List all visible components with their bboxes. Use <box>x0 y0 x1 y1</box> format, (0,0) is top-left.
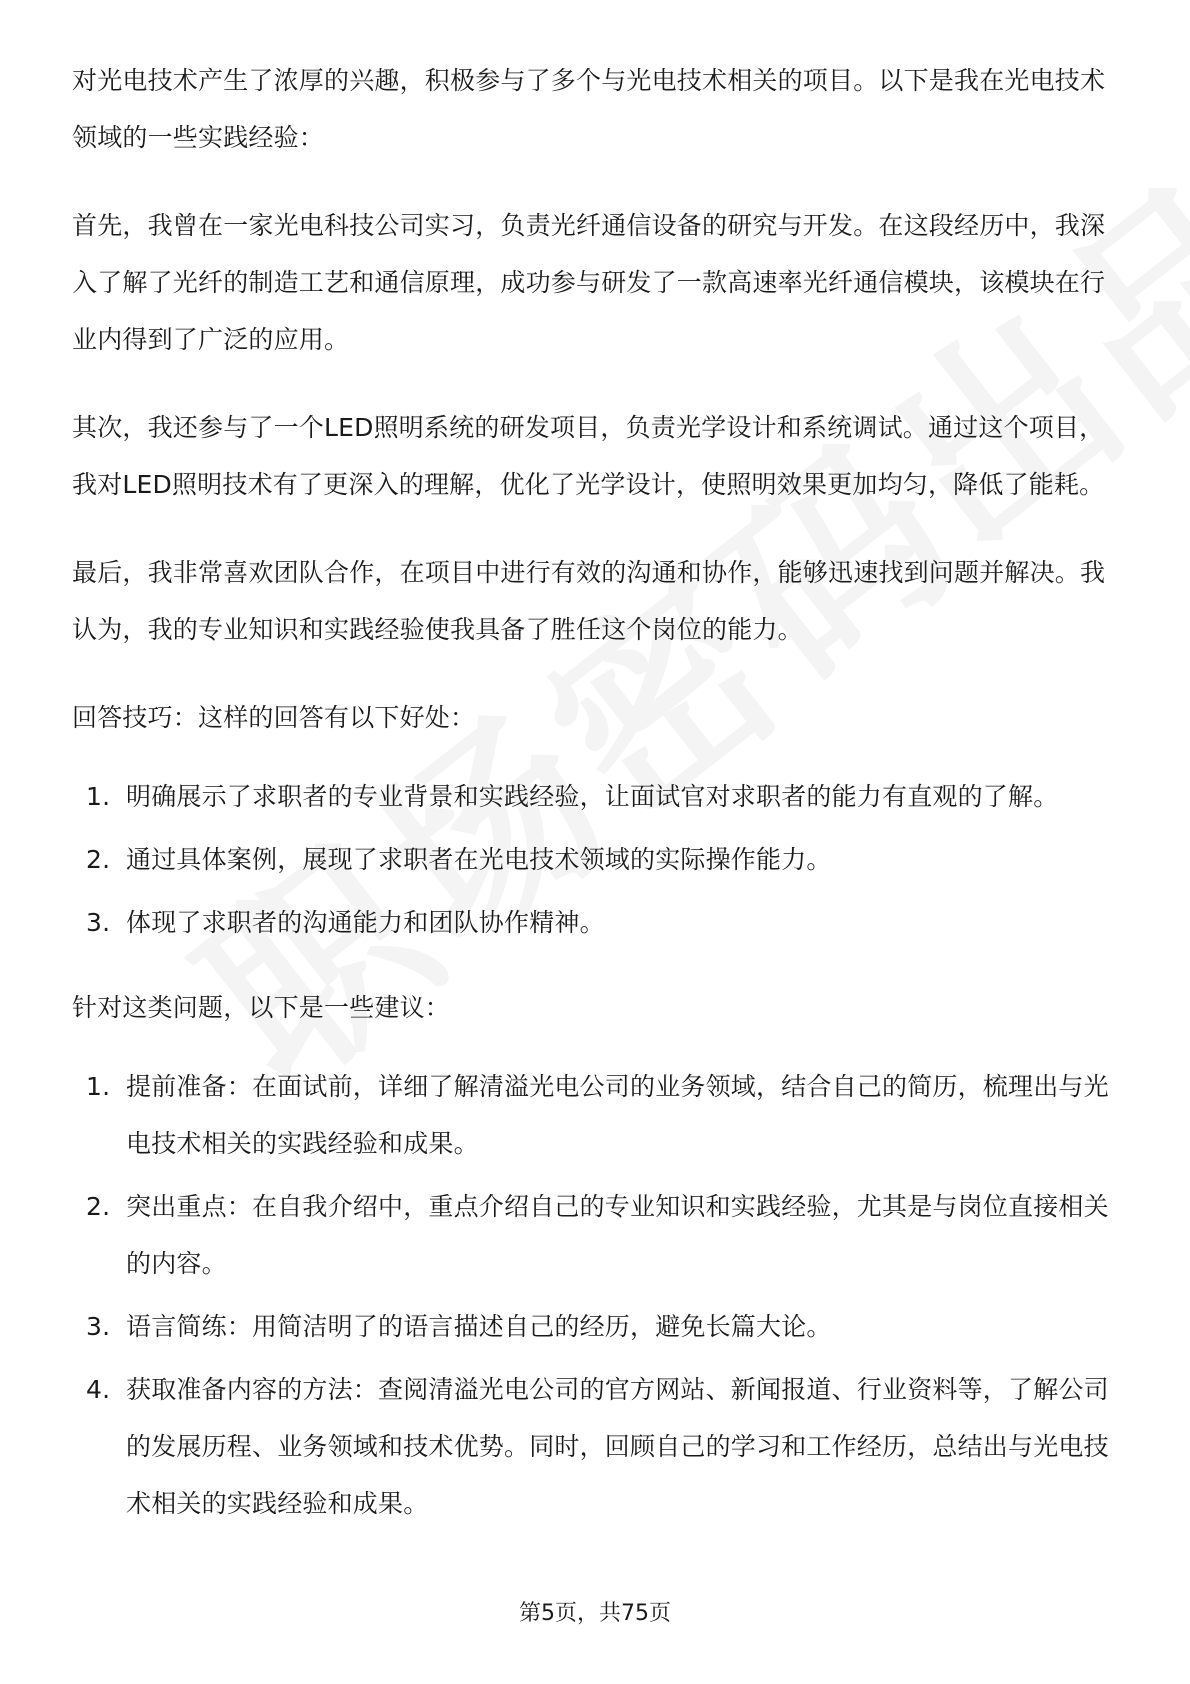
list-item-text: 突出重点：在自我介绍中，重点介绍自己的专业知识和实践经验，尤其是与岗位直接相关的内容。 <box>126 1192 1109 1278</box>
list-number: 2. <box>86 1192 111 1221</box>
paragraph-led-project: 其次，我还参与了一个LED照明系统的研发项目，负责光学设计和系统调试。通过这个项目，我对LED照明技术有了更深入的理解，优化了光学设计，使照明效果更加均匀，降低了能耗。 <box>72 413 1105 499</box>
document-body <box>72 52 1122 1560</box>
list-number: 4. <box>86 1375 111 1404</box>
advice-list <box>72 1058 1122 1532</box>
list-number: 2. <box>86 845 111 874</box>
list-number: 1. <box>86 782 111 811</box>
list-item-text: 明确展示了求职者的专业背景和实践经验，让面试官对求职者的能力有直观的了解。 <box>126 782 1059 811</box>
list-number: 1. <box>86 1072 111 1101</box>
list-item <box>72 1178 1122 1292</box>
list-item-text: 通过具体案例，展现了求职者在光电技术领域的实际操作能力。 <box>126 845 832 874</box>
paragraph-internship: 首先，我曾在一家光电科技公司实习，负责光纤通信设备的研究与开发。在这段经历中，我深入了解了光纤的制造工艺和通信原理，成功参与研发了一款高速率光纤通信模块，该模块在行业内得到了广泛的应用。 <box>72 211 1106 354</box>
list-item-text: 提前准备：在面试前，详细了解清溢光电公司的业务领域，结合自己的简历，梳理出与光电技术相关的实践经验和成果。 <box>126 1072 1109 1158</box>
list-item <box>72 1058 1122 1172</box>
list-item <box>72 1298 1122 1355</box>
list-item <box>72 768 1122 825</box>
list-number: 3. <box>86 1312 111 1341</box>
list-number: 3. <box>86 908 111 937</box>
tips-heading: 回答技巧：这样的回答有以下好处： <box>72 703 476 732</box>
list-item <box>72 894 1122 951</box>
list-item-text: 语言简练：用简洁明了的语言描述自己的经历，避免长篇大论。 <box>126 1312 832 1341</box>
paragraph-teamwork: 最后，我非常喜欢团队合作，在项目中进行有效的沟通和协作，能够迅速找到问题并解决。我认为，我的专业知识和实践经验使我具备了胜任这个岗位的能力。 <box>72 558 1106 644</box>
paragraph-intro: 对光电技术产生了浓厚的兴趣，积极参与了多个与光电技术相关的项目。以下是我在光电技术领域的一些实践经验： <box>72 66 1106 152</box>
list-item-text: 获取准备内容的方法：查阅清溢光电公司的官方网站、新闻报道、行业资料等，了解公司的发展历程、业务领域和技术优势。同时，回顾自己的学习和工作经历，总结出与光电技术相关的实践经验和成果。 <box>126 1375 1109 1518</box>
list-item-text: 体现了求职者的沟通能力和团队协作精神。 <box>126 908 605 937</box>
page-number: 第5页，共75页 <box>519 1601 671 1626</box>
tips-list <box>72 768 1122 951</box>
list-item <box>72 1361 1122 1532</box>
list-item <box>72 831 1122 888</box>
advice-heading: 针对这类问题，以下是一些建议： <box>72 993 451 1022</box>
